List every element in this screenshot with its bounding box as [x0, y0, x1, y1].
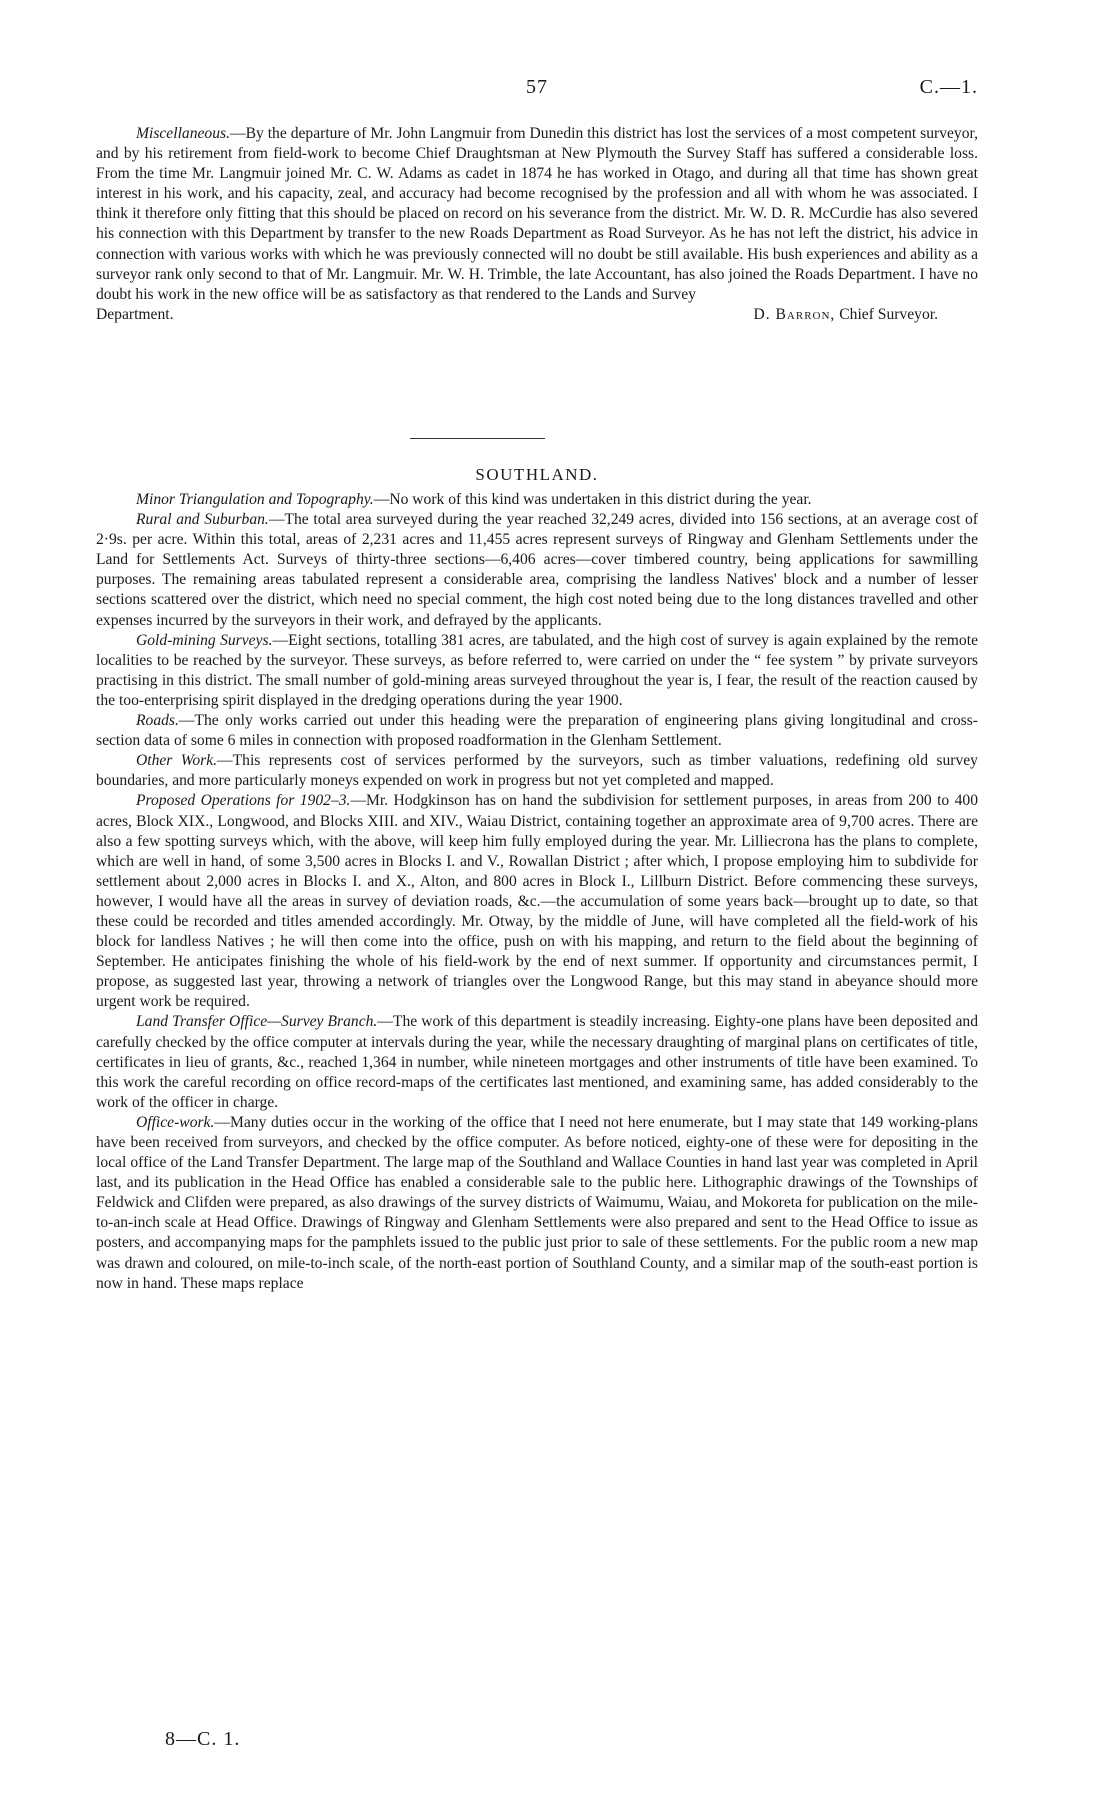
paragraph-body: —The work of this department is steadily increasing. Eighty-one plans have been deposited and carefully checked by the office computer at intervals during the year, while the necessary draughting of marginal plans on certificates of title, certificates in lieu of grants, &c., reached 1,364 in number, while nineteen mortgages and other instruments of title have been examined. To this work the careful recording on office record-maps of the certificates last mentioned, and examining same, has added considerably to the work of the officer in charge.	[96, 1013, 978, 1111]
paragraph-office-work	[96, 1113, 978, 1294]
document-reference: C.—1.	[919, 76, 978, 98]
paragraph-body: —Mr. Hodgkinson has on hand the subdivision for settlement purposes, in areas from 200 to 400 acres, Block XIX., Longwood, and Blocks XIII. and XIV., Waiau District, containing together an approximate area of 9,700 acres. There are also a few spotting surveys which, with the above, will keep him fully employed during the year. Mr. Lilliecrona has the plans to complete, which are well in hand, of some 3,500 acres in Blocks I. and V., Rowallan District ; after which, I propose employing him to subdivide for settlement about 2,000 acres in Blocks I. and X., Alton, and 800 acres in Block I., Lillburn District. Before commencing these surveys, however, I would have all the areas in survey of deviation roads, &c.—the accumulation of some years back—brought up to date, so that these could be recorded and titles amended accordingly. Mr. Otway, by the middle of June, will have completed all the field-work of his block for landless Natives ; he will then come into the office, push on with his mapping, and return to the field about the beginning of September. He anticipates finishing the whole of his field-work by the end of next summer. If opportunity and circumstances permit, I propose, as suggested last year, throwing a network of triangles over the Longwood Range, but this may stand in abeyance should more urgent work be required.	[96, 792, 978, 1011]
paragraph-body: —By the departure of Mr. John Langmuir from Dunedin this district has lost the services of a most competent surveyor, and by his retirement from field-work to become Chief Draughtsman at New Plymouth the Survey Staff has suffered a considerable loss. From the time Mr. Langmuir joined Mr. C. W. Adams as cadet in 1874 he has worked in Otago, and during all that time has shown great interest in his work, and his capacity, zeal, and accuracy had become recognised by the profession and all with whom he was associated. I think it therefore only fitting that this should be placed on record on his severance from the district. Mr. W. D. R. McCurdie has also severed his connection with this Department by transfer to the new Roads Department as Road Surveyor. As he has not left the district, his advice in connection with various works with which he was previously connected will no doubt be still available. His bush experiences and ability as a surveyor rank only second to that of Mr. Langmuir. Mr. W. H. Trimble, the late Accountant, has also joined the Roads Department. I have no doubt his work in the new office will be as satisfactory as that rendered to the Lands and Survey	[96, 125, 978, 303]
paragraph-heading: Gold-mining Surveys.	[136, 631, 273, 649]
signature-line	[96, 305, 978, 325]
page-header	[96, 76, 978, 106]
paragraph-minor-triangulation	[96, 490, 978, 510]
paragraph-land-transfer	[96, 1012, 978, 1112]
paragraph-heading: Other Work.	[136, 752, 218, 770]
printer-signature-mark: 8—C. 1.	[165, 1728, 241, 1750]
paragraph-body: —The total area surveyed during the year reached 32,249 acres, divided into 156 sections, at an average cost of 2·9s. per acre. Within this total, areas of 2,231 acres and 11,455 acres represent surveys of Ringway and Glenham Settlements under the Land for Settlements Act. Surveys of thirty-three sections—6,406 acres—cover timbered country, being applications for sawmilling purposes. The remaining areas tabulated represent a considerable area, comprising the landless Natives' block and a number of lesser sections scattered over the district, which need no special comment, the high cost noted being due to the long distances travelled and other expenses incurred by the surveyors in their work, and defrayed by the applicants.	[96, 511, 978, 629]
page-number: 57	[526, 76, 548, 98]
signature-name: D. Barron,	[753, 305, 836, 323]
paragraph-gold-mining	[96, 631, 978, 711]
paragraph-other-work	[96, 751, 978, 791]
paragraph-heading: Roads.	[136, 712, 179, 730]
paragraph-heading: Miscellaneous.	[136, 125, 230, 142]
section-title: SOUTHLAND.	[475, 465, 599, 484]
paragraph-roads	[96, 711, 978, 751]
paragraph-body: —Eight sections, totalling 381 acres, are tabulated, and the high cost of survey is again explained by the remote localities to be reached by the surveyor. These surveys, as before referred to, were carried on under the “ fee system ” by private surveyors practising in this district. The small number of gold-mining areas surveyed throughout the year is, I fear, the result of the reaction caused by the too-enterprising spirit displayed in the dredging operations during the year 1900.	[96, 631, 978, 709]
southland-section	[96, 490, 978, 1294]
paragraph-body: —Many duties occur in the working of the office that I need not here enumerate, but I may state that 149 working-plans have been received from surveyors, and checked by the office computer. As before noticed, eighty-one of these were for depositing in the local office of the Land Transfer Department. The large map of the Southland and Wallace Counties in hand last year was completed in April last, and its publication in the Head Office has enabled a considerable sale to the public here. Lithographic drawings of the Townships of Feldwick and Clifden were prepared, as also drawings of the survey districts of Waimumu, Waiau, and Mokoreta for publication on the mile-to-an-inch scale at Head Office. Drawings of Ringway and Glenham Settlements were also prepared and sent to the Head Office to issue as posters, and accompanying maps for the pamphlets issued to the public just prior to sale of these settlements. For the public room a new map was drawn and coloured, on mile-to-inch scale, of the north-east portion of Southland County, and a similar map of the south-east portion is now in hand. These maps replace	[96, 1113, 978, 1292]
paragraph-body: —This represents cost of services performed by the surveyors, such as timber valuations, redefining old survey boundaries, and more particularly moneys expended on work in progress but not yet completed and mapped.	[96, 752, 978, 790]
paragraph-body: —No work of this kind was undertaken in this district during the year.	[373, 491, 812, 508]
signature	[753, 305, 978, 325]
paragraph-proposed-operations	[96, 791, 978, 1012]
paragraph-miscellaneous	[96, 124, 978, 305]
paragraph-rural-suburban	[96, 510, 978, 631]
paragraph-end: Department.	[96, 305, 174, 323]
paragraph-heading: Rural and Suburban.	[136, 511, 269, 529]
section-divider	[410, 438, 545, 439]
paragraph-heading: Proposed Operations for 1902–3.	[136, 792, 351, 810]
paragraph-body: —The only works carried out under this heading were the preparation of engineering plans giving longitudinal and cross-section data of some 6 miles in connection with proposed roadformation in the Glenham Settlement.	[96, 712, 978, 750]
paragraph-heading: Minor Triangulation and Topography.	[136, 491, 374, 508]
paragraph-heading: Land Transfer Office—Survey Branch.	[136, 1013, 378, 1031]
miscellaneous-section	[96, 124, 978, 325]
paragraph-heading: Office-work.	[136, 1113, 215, 1131]
signature-title: Chief Surveyor.	[839, 305, 938, 323]
